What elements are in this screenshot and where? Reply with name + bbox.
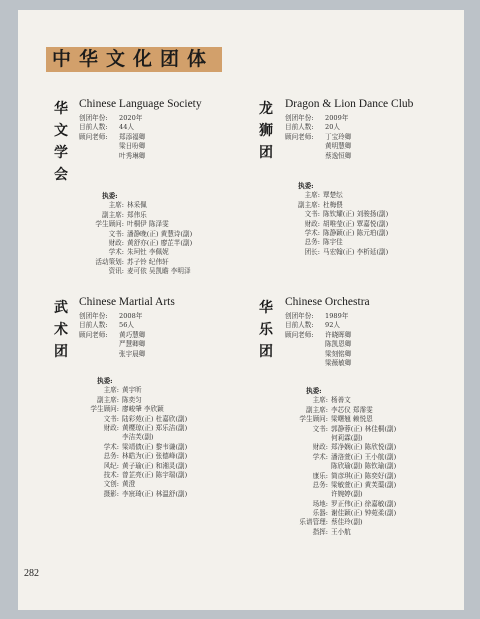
committee-members: 罗正伟(正) 徐嘉敏(副) <box>331 499 397 508</box>
committee-members: 陈欣瑜(副) 陈钦瑜(副) <box>331 462 397 471</box>
committee-members: 黄澄 <box>122 480 136 489</box>
committee-members: 简彦琪(正) 陈奕好(副) <box>331 471 397 480</box>
committee-members: 李宸琦(正) 林温舒(副) <box>122 489 188 498</box>
committee-members: 黄樱琼(正) 郑乐洁(副) <box>122 423 188 432</box>
info-label: 目前人数: <box>285 321 314 330</box>
committee-members: 胡唯莹(正) 覃嘉悦(副) <box>323 219 389 228</box>
committee-row <box>276 472 396 481</box>
committee-members: 梁敏萱(正) 黄芙蕖(副) <box>331 480 397 489</box>
committee-role: 文书: <box>103 414 119 423</box>
committee-row <box>276 415 396 424</box>
committee-role: 摄影: <box>103 489 119 498</box>
committee-members: 陆彩苑(正) 杜嘉欣(副) <box>122 414 188 423</box>
committee-members: 潘洛萱(正) 王小航(副) <box>331 452 397 461</box>
info-value: 20人 <box>325 123 340 132</box>
info-row <box>285 331 351 340</box>
committee-role: 副主席: <box>96 395 119 404</box>
committee-heading: 执委: <box>97 377 113 385</box>
info-row <box>79 152 145 161</box>
committee-members: 朱珂钍 李佩妮 <box>127 248 169 257</box>
committee-members: 苏子铃 纪伟轩 <box>127 257 169 266</box>
committee-members: 陈奕匀 <box>122 395 142 404</box>
committee-role: 学术: <box>108 248 124 257</box>
club-english-name: Chinese Language Society <box>79 98 202 110</box>
info-value: 92人 <box>325 321 340 330</box>
committee-members: 黄子瑜(正) 和湘灵(副) <box>122 461 188 470</box>
committee-row <box>74 201 192 210</box>
info-value: 黄巧慧卿 <box>119 330 146 339</box>
committee-role: 财政: <box>304 219 320 228</box>
info-value: 许晓晖卿 <box>325 330 352 339</box>
info-row <box>285 350 351 359</box>
info-label: 顾问老师: <box>285 330 314 339</box>
committee-row <box>283 210 388 219</box>
committee-role: 主席: <box>108 201 124 210</box>
committee-role: 学生顾问: <box>95 220 124 229</box>
info-label: 创团年份: <box>285 312 314 320</box>
info-row <box>79 133 145 142</box>
committee-members: 郑净娴(正) 陈欣悦(副) <box>331 443 397 452</box>
committee-role: 总务: <box>304 238 320 247</box>
committee-role: 乐器: <box>312 509 328 518</box>
club-name-char: 会 <box>54 167 68 183</box>
committee-row <box>276 425 396 434</box>
committee-row <box>283 248 388 257</box>
info-value: 陈凯恩卿 <box>325 340 352 349</box>
info-value: 56人 <box>119 321 134 330</box>
info-row <box>285 133 351 142</box>
committee-row <box>74 239 192 248</box>
committee-members: 李洁芙(副) <box>122 433 154 442</box>
committee-members: 李芯仪 郑霈雯 <box>331 405 373 414</box>
info-row <box>285 123 351 132</box>
committee-role: 学术: <box>312 452 328 461</box>
info-label: 创团年份: <box>79 114 108 122</box>
info-value: 丁宝玲卿 <box>325 132 352 141</box>
committee-members: 麦可依 吴凯瞻 李明泽 <box>127 267 191 276</box>
committee-row <box>72 452 187 461</box>
committee-members: 黄宇昕 <box>122 386 142 395</box>
info-row <box>285 114 351 123</box>
committee-role: 主席: <box>103 386 119 395</box>
info-row <box>79 321 145 330</box>
committee-members: 杜梅偎 <box>323 200 343 209</box>
committee-members: 林采佩 <box>127 201 147 210</box>
committee-row <box>72 396 187 405</box>
committee-role: 学术: <box>304 228 320 237</box>
committee-row <box>283 238 388 247</box>
info-row <box>285 359 351 368</box>
committee-row <box>276 434 396 443</box>
club-committee <box>72 377 187 499</box>
info-label: 创团年份: <box>79 312 108 320</box>
club-committee <box>276 387 396 537</box>
committee-role: 财政: <box>312 443 328 452</box>
committee-row <box>276 500 396 509</box>
committee-role: 学生顾问: <box>90 405 119 414</box>
committee-row <box>72 462 187 471</box>
club-committee <box>283 182 388 257</box>
committee-row <box>72 480 187 489</box>
club-name-char: 术 <box>54 322 68 338</box>
info-row <box>79 312 145 321</box>
committee-members: 覃楚纭 <box>323 191 343 200</box>
club-vertical-name <box>50 297 72 363</box>
info-value: 叶秀琳卿 <box>119 151 146 160</box>
info-row <box>79 142 145 151</box>
committee-role: 财政: <box>103 423 119 432</box>
info-row <box>285 321 351 330</box>
club-info <box>285 312 351 368</box>
club-english-name: Dragon & Lion Dance Club <box>285 98 414 110</box>
committee-role: 康乐: <box>312 471 328 480</box>
committee-members: 陈静颖(正) 陈元珀(副) <box>323 228 389 237</box>
info-label: 目前人数: <box>79 123 108 132</box>
committee-role: 学生顾问: <box>299 415 328 424</box>
club-name-char: 龙 <box>259 101 273 117</box>
info-value: 1989年 <box>325 312 349 320</box>
committee-role: 主席: <box>312 396 328 405</box>
committee-row <box>276 396 396 405</box>
info-value: 2008年 <box>119 312 143 320</box>
info-label: 目前人数: <box>285 123 314 132</box>
committee-role: 指挥: <box>312 527 328 536</box>
committee-members: 王小航 <box>331 527 351 536</box>
committee-row <box>72 490 187 499</box>
committee-members: 谢佳颖(正) 钟菀柔(副) <box>331 509 397 518</box>
info-row <box>285 142 351 151</box>
club-name-char: 武 <box>54 300 68 316</box>
committee-row <box>276 462 396 471</box>
committee-role: 场地: <box>312 499 328 508</box>
info-row <box>79 123 145 132</box>
committee-role: 副主席: <box>297 200 320 209</box>
info-row <box>79 114 145 123</box>
committee-row <box>74 230 192 239</box>
club-name-char: 团 <box>54 344 68 360</box>
committee-row <box>72 471 187 480</box>
info-value: 梁刻铭卿 <box>325 349 352 358</box>
club-info <box>285 114 351 161</box>
committee-role: 副主席: <box>305 405 328 414</box>
info-value: 梁薇敏卿 <box>325 358 352 367</box>
committee-row <box>283 220 388 229</box>
committee-role: 活动策划: <box>95 257 124 266</box>
committee-members: 林皓为(正) 张德峰(副) <box>122 452 188 461</box>
club-english-name: Chinese Martial Arts <box>79 296 175 308</box>
page-number: 282 <box>24 568 39 579</box>
committee-members: 陈钦耀(正) 刘骏扬(副) <box>323 210 389 219</box>
committee-row <box>276 528 396 537</box>
club-english-name: Chinese Orchestra <box>285 296 370 308</box>
committee-role: 学术: <box>103 442 119 451</box>
info-value: 张宇晨卿 <box>119 349 146 358</box>
committee-role: 风纪: <box>103 461 119 470</box>
committee-role: 总务: <box>312 480 328 489</box>
club-name-char: 团 <box>259 145 273 161</box>
committee-row <box>276 490 396 499</box>
info-label: 顾问老师: <box>285 132 314 141</box>
info-label: 顾问老师: <box>79 132 108 141</box>
committee-row <box>283 191 388 200</box>
committee-members: 廖峻肇 李欣颖 <box>122 405 164 414</box>
info-value: 黄明慧卿 <box>325 142 352 151</box>
committee-members: 梁曙翘 赖悦恩 <box>331 415 373 424</box>
club-vertical-name <box>50 98 72 186</box>
committee-row <box>72 443 187 452</box>
club-name-char: 学 <box>54 145 68 161</box>
club-name-char: 乐 <box>259 322 273 338</box>
committee-role: 文书: <box>312 424 328 433</box>
info-row <box>285 152 351 161</box>
committee-role: 总务: <box>103 452 119 461</box>
committee-role: 主席: <box>304 191 320 200</box>
committee-role: 技术: <box>103 470 119 479</box>
committee-members: 郭静蓉(正) 林佳桐(副) <box>331 424 397 433</box>
info-label: 创团年份: <box>285 114 314 122</box>
committee-heading: 执委: <box>298 182 314 190</box>
committee-role: 文书: <box>304 210 320 219</box>
committee-role: 资讯: <box>108 267 124 276</box>
info-value: 44人 <box>119 123 134 132</box>
info-row <box>79 331 145 340</box>
committee-members: 曾芷亮(正) 陈宇瑞(副) <box>122 470 188 479</box>
club-name-char: 华 <box>259 300 273 316</box>
club-name-char: 团 <box>259 344 273 360</box>
info-label: 顾问老师: <box>79 330 108 339</box>
committee-row <box>276 518 396 527</box>
committee-row <box>74 211 192 220</box>
committee-row <box>72 415 187 424</box>
committee-members: 叶桐伊 陈泽雯 <box>127 220 169 229</box>
club-vertical-name <box>255 297 277 363</box>
committee-members: 何莉霖(副) <box>331 433 363 442</box>
committee-row <box>283 229 388 238</box>
committee-row <box>74 220 192 229</box>
committee-members: 潘静晚(正) 黄慧诗(副) <box>127 229 193 238</box>
committee-members: 黄舒亦(正) 廖芷芊(副) <box>127 238 193 247</box>
club-name-char: 华 <box>54 101 68 117</box>
club-committee <box>74 192 192 277</box>
club-name-char: 狮 <box>259 123 273 139</box>
committee-members: 梁靖债(正) 黎韦谦(副) <box>122 442 188 451</box>
info-value: 郑添福卿 <box>119 132 146 141</box>
committee-row <box>276 443 396 452</box>
info-value: 梁日吩卿 <box>119 142 146 151</box>
committee-role: 财政: <box>108 238 124 247</box>
committee-row <box>74 248 192 257</box>
club-name-char: 文 <box>54 123 68 139</box>
committee-role: 乐谱管理: <box>299 518 328 527</box>
club-info <box>79 312 145 359</box>
committee-members: 马宏翰(正) 李析延(副) <box>323 247 389 256</box>
committee-row <box>74 267 192 276</box>
info-row <box>79 340 145 349</box>
info-value: 2020年 <box>119 114 143 122</box>
committee-members: 杨善文 <box>331 396 351 405</box>
committee-row <box>276 453 396 462</box>
committee-row <box>283 201 388 210</box>
committee-row <box>72 424 187 433</box>
info-row <box>285 312 351 321</box>
committee-role: 文创: <box>103 480 119 489</box>
club-vertical-name <box>255 98 277 164</box>
info-row <box>79 350 145 359</box>
committee-row <box>74 258 192 267</box>
committee-role: 文书: <box>108 229 124 238</box>
committee-row <box>72 386 187 395</box>
info-value: 蔡逸恒卿 <box>325 151 352 160</box>
page-title: 中华文化团体 <box>52 48 215 70</box>
committee-row <box>276 481 396 490</box>
committee-members: 郑伟乐 <box>127 210 147 219</box>
info-row <box>285 340 351 349</box>
committee-role: 团长: <box>304 247 320 256</box>
committee-row <box>276 406 396 415</box>
committee-row <box>72 433 187 442</box>
committee-members: 蔡佳玲(副) <box>331 518 363 527</box>
committee-role: 副主席: <box>101 210 124 219</box>
committee-members: 许婉婷(副) <box>331 490 363 499</box>
info-value: 2009年 <box>325 114 349 122</box>
committee-row <box>72 405 187 414</box>
committee-members: 陈宇佳 <box>323 238 343 247</box>
info-label: 目前人数: <box>79 321 108 330</box>
committee-heading: 执委: <box>306 387 322 395</box>
club-info <box>79 114 145 161</box>
committee-heading: 执委: <box>102 192 118 200</box>
info-value: 严慧卿卿 <box>119 340 146 349</box>
